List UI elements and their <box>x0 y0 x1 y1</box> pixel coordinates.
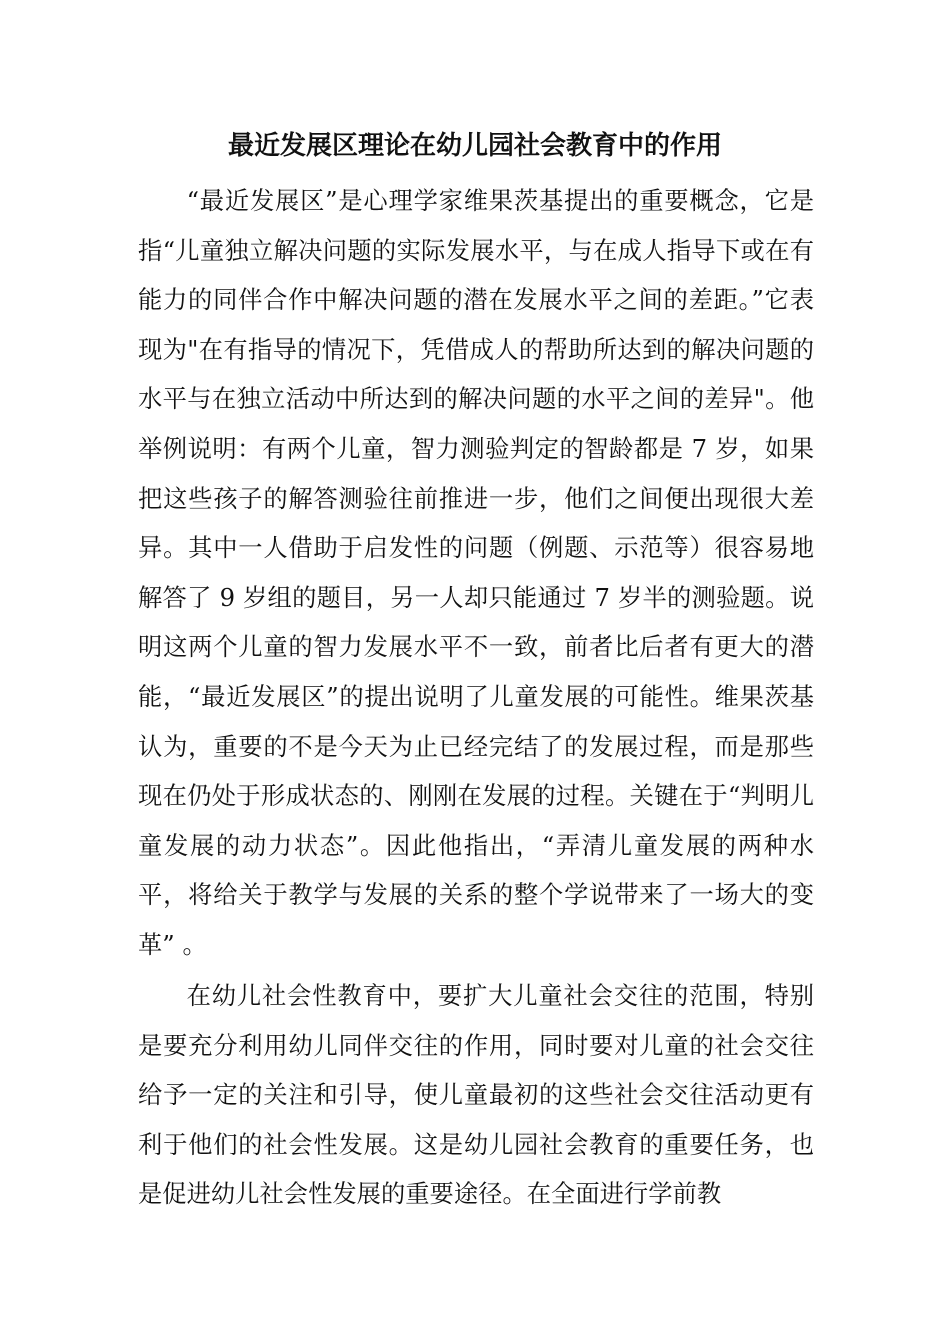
document-title: 最近发展区理论在幼儿园社会教育中的作用 <box>227 131 722 161</box>
paragraph-zpd-definition: “最近发展区”是心理学家维果茨基提出的重要概念，它是指“儿童独立解决问题的实际发展水平，与在成人指导下或在有能力的同伴合作中解决问题的潜在发展水平之间的差距。”它表现为"在有指导的情况下，凭借成人的帮助所达到的解决问题的水平与在独立活动中所达到的解决问题的水平之间的差异"。他举例说明：有两个儿童，智力测验判定的智龄都是 7 岁，如果把这些孩子的解答测验往前推进一步，他们之间便出现很大差异。其中一人借助于启发性的问题（例题、示范等）很容易地解答了 9 岁组的题目，另一人却只能通过 7 岁半的测验题。说明这两个儿童的智力发展水平不一致，前者比后者有更大的潜能，“最近发展区”的提出说明了儿童发展的可能性。维果茨基认为，重要的不是今天为止已经完结了的发展过程，而是那些现在仍处于形成状态的、刚刚在发展的过程。关键在于“判明儿童发展的动力状态”。因此他指出，“弄清儿童发展的两种水平，将给关于教学与发展的关系的整个学说带来了一场大的变革” 。 <box>138 186 814 959</box>
paragraph-social-education: 在幼儿社会性教育中，要扩大儿童社会交往的范围，特别是要充分利用幼儿同伴交往的作用，同时要对儿童的社会交往给予一定的关注和引导，使儿童最初的这些社会交往活动更有利于他们的社会性发展。这是幼儿园社会教育的重要任务，也是促进幼儿社会性发展的重要途径。在全面进行学前教 <box>138 981 814 1209</box>
